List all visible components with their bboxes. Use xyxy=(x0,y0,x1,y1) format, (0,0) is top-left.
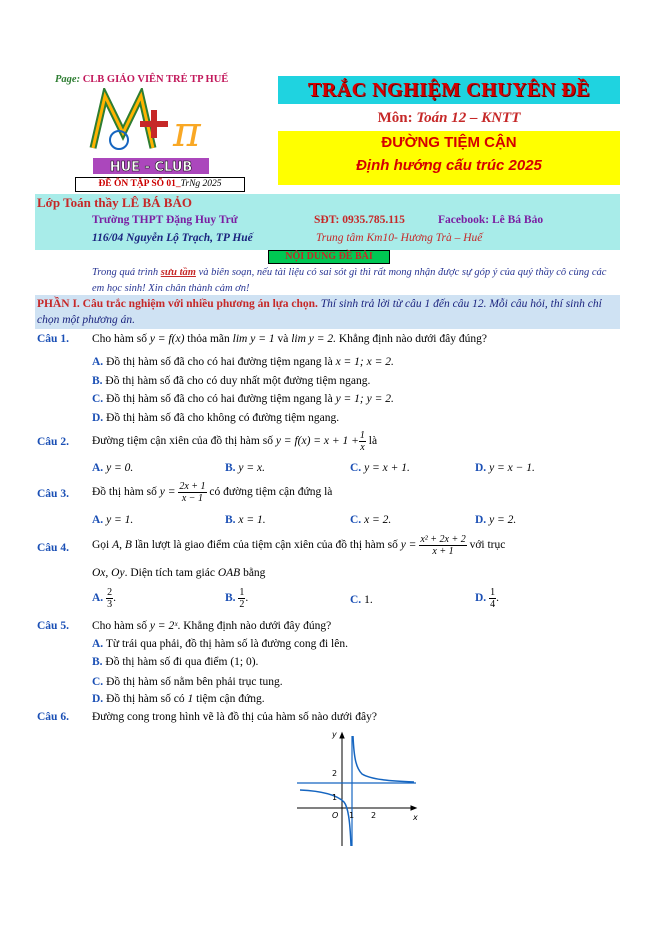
q2-option-a[interactable]: A. y = 0. xyxy=(92,462,134,474)
q3-option-d[interactable]: D. y = 2. xyxy=(475,514,517,526)
y-label: y xyxy=(332,730,337,739)
q3-option-b[interactable]: B. x = 1. xyxy=(225,514,266,526)
q6-graph xyxy=(292,728,422,852)
q2-option-c[interactable]: C. y = x + 1. xyxy=(350,462,410,474)
address: 116/04 Nguyễn Lộ Trạch, TP Huế xyxy=(92,232,253,244)
topic-title: ĐƯỜNG TIỆM CẬN xyxy=(381,134,517,151)
q1-option-a[interactable]: A. Đồ thị hàm số đã cho có hai đường tiệm ngang là x = 1; x = 2. xyxy=(92,356,394,368)
curve-left xyxy=(300,790,351,846)
exam-number: ĐỀ ÔN TẬP SỐ 01_TrNg 2025 xyxy=(75,177,245,192)
phone: SĐT: 0935.785.115 xyxy=(314,214,405,226)
q5-option-a[interactable]: A. Từ trái qua phải, đồ thị hàm số là đường cong đi lên. xyxy=(92,638,348,650)
svg-text:HUE - CLUB: HUE - CLUB xyxy=(109,160,193,175)
q4-option-b[interactable]: B. $\frac{1}{2}$. xyxy=(225,587,249,610)
q2-label: Câu 2. xyxy=(37,436,69,448)
q3-label: Câu 3. xyxy=(37,488,69,500)
origin-label: O xyxy=(332,811,339,820)
curve-right xyxy=(353,736,414,782)
orientation: Định hướng cấu trúc 2025 xyxy=(356,157,542,174)
q4-text-line2: Ox, Oy. Diện tích tam giác OAB bằng xyxy=(92,567,266,579)
q3-option-c[interactable]: C. x = 2. xyxy=(350,514,392,526)
q1-label: Câu 1. xyxy=(37,333,69,345)
tick-x1: 1 xyxy=(349,811,355,820)
q6-label: Câu 6. xyxy=(37,711,69,723)
q4-option-a[interactable]: A. $\frac{2}{3}$. xyxy=(92,587,116,610)
q4-option-d[interactable]: D. $\frac{1}{4}$. xyxy=(475,587,499,610)
q2-text: Đường tiệm cận xiên của đồ thị hàm số y = f(x) = x + 1 + $\frac{1}{x}$ là xyxy=(92,430,378,453)
hue-club-logo xyxy=(85,88,215,176)
q3-text: Đồ thị hàm số y = $\frac{2x + 1}{x - 1}$ có đường tiệm cận đứng là xyxy=(92,481,333,504)
facebook: Facebook: Lê Bá Bảo xyxy=(438,214,544,226)
q6-text: Đường cong trong hình vẽ là đồ thị của hàm số nào dưới đây? xyxy=(92,711,377,723)
subject: Môn: Toán 12 – KNTT xyxy=(377,110,521,126)
q5-option-b[interactable]: B. Đồ thị hàm số đi qua điểm (1; 0). xyxy=(92,656,259,668)
q1-option-c[interactable]: C. Đồ thị hàm số đã cho có hai đường tiệm ngang là y = 1; y = 2. xyxy=(92,393,394,405)
page-label: Page: CLB GIÁO VIÊN TRẺ TP HUẾ xyxy=(55,74,229,85)
q4-label: Câu 4. xyxy=(37,542,69,554)
tick-y2: 2 xyxy=(332,769,338,778)
q2-option-d[interactable]: D. y = x − 1. xyxy=(475,462,535,474)
q1-option-b[interactable]: B. Đồ thị hàm số đã cho có duy nhất một đường tiệm ngang. xyxy=(92,375,371,387)
x-axis-arrow xyxy=(411,806,416,810)
x-label: x xyxy=(413,813,418,822)
teacher-name: Lớp Toán thầy LÊ BÁ BẢO xyxy=(37,195,192,210)
q5-label: Câu 5. xyxy=(37,620,69,632)
tick-x2: 2 xyxy=(371,811,377,820)
q2-option-b[interactable]: B. y = x. xyxy=(225,462,266,474)
content-title: NỘI DUNG ĐỀ BÀI xyxy=(268,250,390,264)
svg-text:π: π xyxy=(173,107,201,156)
banner-title: TRẮC NGHIỆM CHUYÊN ĐỀ xyxy=(278,76,620,104)
q1-text: Cho hàm số y = f(x) thỏa mãn lim y = 1 và lim y = 2. Khẳng định nào dưới đây đúng? xyxy=(92,333,487,345)
logo-text xyxy=(93,158,209,175)
school: Trường THPT Đặng Huy Trứ xyxy=(92,214,238,226)
q3-option-a[interactable]: A. y = 1. xyxy=(92,514,134,526)
center: Trung tâm Km10- Hương Trà – Huế xyxy=(316,232,483,244)
q4-option-c[interactable]: C. 1. xyxy=(350,594,373,606)
q5-option-c[interactable]: C. Đồ thị hàm số nằm bên phải trục tung. xyxy=(92,676,283,688)
q4-text: Gọi A, B lần lượt là giao điểm của tiệm cận xiên của đồ thị hàm số y = $\frac{\text{x² + 2x + 2}}{x + 1}$ với trục xyxy=(92,534,506,557)
intro-note: Trong quá trình sưu tầm và biên soạn, nếu tài liệu có sai sót gì thì rất mong nhận được sự góp ý của quý thầy cô cùng các em học sinh! Xin chân thành cảm ơn! xyxy=(92,267,607,294)
q5-option-d[interactable]: D. Đồ thị hàm số có 1 tiệm cận đứng. xyxy=(92,693,265,705)
part-heading: PHẦN I. Câu trắc nghiệm với nhiều phương án lựa chọn. Thí sinh trả lời từ câu 1 đến câu 12. Mỗi câu hỏi, thí sinh chỉ chọn một phương án. xyxy=(37,298,602,326)
q1-option-d[interactable]: D. Đồ thị hàm số đã cho không có đường tiệm ngang. xyxy=(92,412,340,424)
tick-y1: 1 xyxy=(332,793,338,802)
q5-text: Cho hàm số y = 2ˣ. Khẳng định nào dưới đây đúng? xyxy=(92,620,332,632)
y-axis-arrow xyxy=(340,733,344,738)
